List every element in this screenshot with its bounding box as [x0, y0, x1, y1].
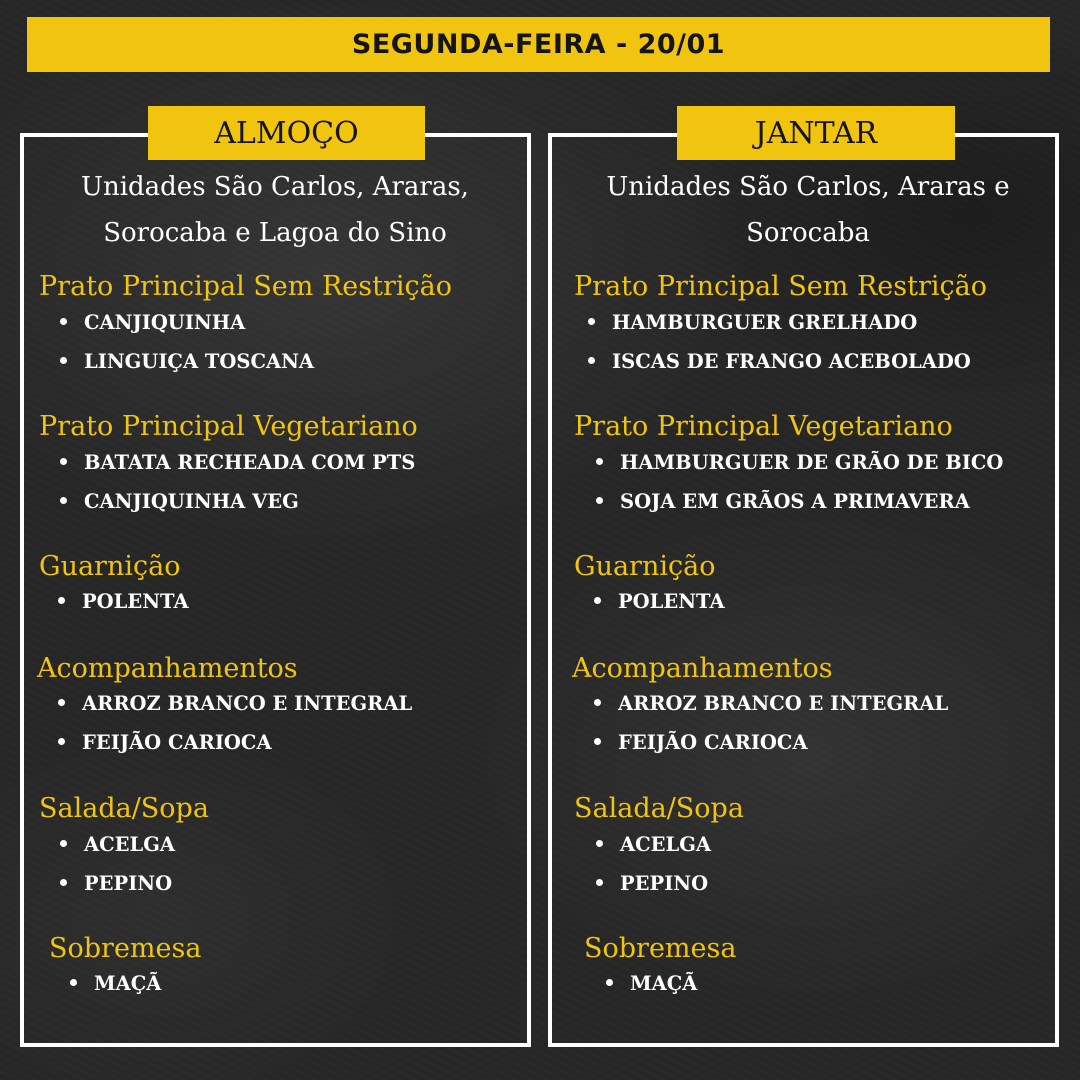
- dinner-menu-item-label: ISCAS DE FRANGO ACEBOLADO: [612, 350, 971, 373]
- dinner-menu-item-label: PEPINO: [620, 872, 709, 895]
- dinner-menu-item: [596, 832, 711, 858]
- day-header: [27, 17, 1050, 72]
- bullet-icon: [58, 597, 65, 604]
- bullet-icon: [596, 879, 603, 886]
- lunch-units: [40, 164, 510, 256]
- dinner-menu-item-label: HAMBURGUER GRELHADO: [612, 311, 918, 334]
- dinner-tag: [677, 106, 955, 160]
- dinner-menu-item: [596, 450, 1003, 476]
- bullet-icon: [596, 458, 603, 465]
- lunch-menu-item: [60, 832, 175, 858]
- dinner-menu-item: [594, 691, 948, 717]
- bullet-icon: [594, 597, 601, 604]
- lunch-section-title: Prato Principal Sem Restrição: [39, 271, 453, 302]
- lunch-section-title: Prato Principal Vegetariano: [39, 411, 418, 442]
- bullet-icon: [596, 497, 603, 504]
- bullet-icon: [70, 979, 77, 986]
- dinner-menu-item: [588, 349, 971, 375]
- lunch-units-line: Sorocaba e Lagoa do Sino: [103, 218, 447, 248]
- dinner-section-title: Prato Principal Sem Restrição: [574, 271, 988, 302]
- dinner-menu-item-label: POLENTA: [618, 590, 725, 613]
- dinner-menu-item: [588, 310, 917, 336]
- lunch-menu-item: [60, 349, 314, 375]
- lunch-menu-item-label: PEPINO: [84, 872, 173, 895]
- lunch-menu-item-label: POLENTA: [82, 590, 189, 613]
- lunch-section-title: Acompanhamentos: [37, 653, 298, 684]
- lunch-menu-item: [58, 730, 272, 756]
- bullet-icon: [588, 318, 595, 325]
- lunch-menu-item-label: CANJIQUINHA: [84, 311, 246, 334]
- dinner-section-title: Guarnição: [574, 551, 716, 582]
- dinner-menu-item: [594, 730, 808, 756]
- dinner-section-title: Sobremesa: [584, 933, 737, 964]
- dinner-menu-item-label: FEIJÃO CARIOCA: [618, 731, 808, 754]
- dinner-menu-item-label: ARROZ BRANCO E INTEGRAL: [618, 692, 949, 715]
- lunch-section-title: Guarnição: [39, 551, 181, 582]
- lunch-menu-item-label: BATATA RECHEADA COM PTS: [84, 451, 416, 474]
- dinner-units-line: Unidades São Carlos, Araras e: [606, 172, 1010, 202]
- dinner-menu-item-label: SOJA EM GRÃOS A PRIMAVERA: [620, 490, 970, 513]
- bullet-icon: [596, 840, 603, 847]
- dinner-menu-item-label: ACELGA: [620, 833, 712, 856]
- dinner-section-title: Prato Principal Vegetariano: [574, 411, 953, 442]
- lunch-menu-item: [60, 310, 245, 336]
- lunch-menu-item: [60, 450, 415, 476]
- bullet-icon: [60, 840, 67, 847]
- bullet-icon: [60, 357, 67, 364]
- lunch-menu-item-label: MAÇÃ: [94, 972, 162, 995]
- lunch-section-title: Salada/Sopa: [39, 793, 209, 824]
- dinner-menu-item: [596, 489, 970, 515]
- dinner-menu-item: [594, 589, 725, 615]
- lunch-units-line: Unidades São Carlos, Araras,: [81, 172, 469, 202]
- dinner-tag-label: JANTAR: [754, 115, 878, 151]
- bullet-icon: [588, 357, 595, 364]
- bullet-icon: [60, 497, 67, 504]
- dinner-menu-item-label: MAÇÃ: [630, 972, 698, 995]
- lunch-menu-item: [60, 871, 172, 897]
- bullet-icon: [594, 738, 601, 745]
- lunch-menu-item: [58, 691, 412, 717]
- dinner-menu-item-label: HAMBURGUER DE GRÃO DE BICO: [620, 451, 1004, 474]
- lunch-menu-item-label: ARROZ BRANCO E INTEGRAL: [82, 692, 413, 715]
- bullet-icon: [606, 979, 613, 986]
- lunch-menu-item: [70, 971, 161, 997]
- bullet-icon: [594, 699, 601, 706]
- dinner-section-title: Salada/Sopa: [574, 793, 744, 824]
- bullet-icon: [60, 879, 67, 886]
- lunch-menu-item-label: LINGUIÇA TOSCANA: [84, 350, 315, 373]
- lunch-section-title: Sobremesa: [49, 933, 202, 964]
- dinner-menu-item: [606, 971, 697, 997]
- bullet-icon: [58, 738, 65, 745]
- lunch-menu-item-label: CANJIQUINHA VEG: [84, 490, 299, 513]
- day-title: SEGUNDA-FEIRA - 20/01: [351, 29, 726, 60]
- dinner-section-title: Acompanhamentos: [572, 653, 833, 684]
- bullet-icon: [58, 699, 65, 706]
- lunch-menu-item-label: FEIJÃO CARIOCA: [82, 731, 272, 754]
- bullet-icon: [60, 318, 67, 325]
- lunch-menu-item: [60, 489, 299, 515]
- lunch-tag: [148, 106, 425, 160]
- lunch-menu-item-label: ACELGA: [84, 833, 176, 856]
- dinner-units-line: Sorocaba: [746, 218, 870, 248]
- dinner-units: [566, 164, 1050, 256]
- lunch-menu-item: [58, 589, 189, 615]
- lunch-tag-label: ALMOÇO: [214, 115, 359, 151]
- dinner-menu-item: [596, 871, 708, 897]
- bullet-icon: [60, 458, 67, 465]
